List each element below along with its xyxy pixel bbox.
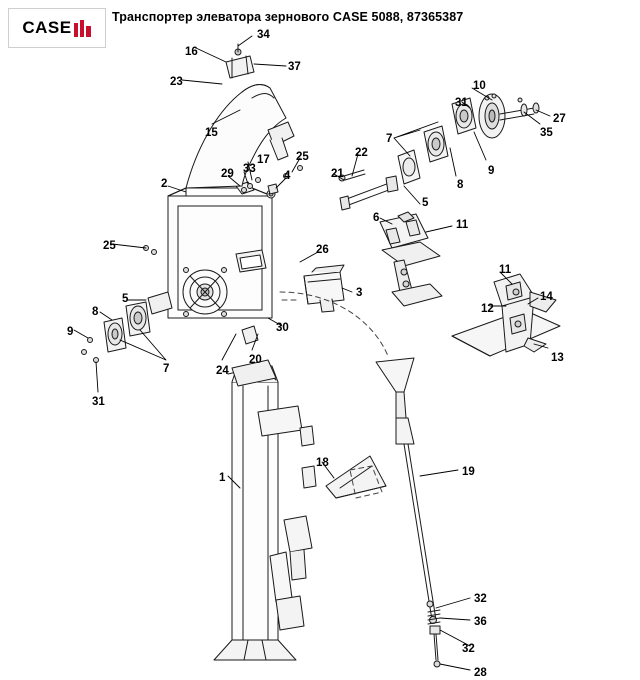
callout-number: 20	[249, 354, 262, 366]
callout-number: 9	[67, 326, 74, 338]
callout-number: 26	[316, 244, 329, 256]
callout-number: 18	[316, 457, 329, 469]
callout-number: 23	[170, 76, 183, 88]
callout-number: 5	[422, 197, 429, 209]
callout-number: 5	[122, 293, 129, 305]
callout-number: 35	[540, 127, 553, 139]
callout-number: 11	[499, 264, 512, 276]
callout-number: 11	[456, 219, 469, 231]
callout-number: 22	[355, 147, 368, 159]
callout-number: 33	[243, 163, 256, 175]
callout-number: 10	[473, 80, 486, 92]
callout-number: 28	[474, 667, 487, 679]
callout-number: 8	[92, 306, 99, 318]
callout-number: 19	[462, 466, 475, 478]
callout-number: 8	[457, 179, 464, 191]
callout-number: 34	[257, 29, 270, 41]
case-logo-text: CASE	[22, 18, 72, 37]
callout-number: 27	[553, 113, 566, 125]
callout-number: 24	[216, 365, 229, 377]
callout-number: 15	[205, 127, 218, 139]
callout-number: 13	[551, 352, 564, 364]
callout-number: 12	[481, 303, 494, 315]
callout-number: 4	[284, 170, 291, 182]
callout-number: 25	[296, 151, 309, 163]
callout-number: 7	[163, 363, 170, 375]
callout-number: 14	[540, 291, 553, 303]
callout-number: 32	[474, 593, 487, 605]
callout-number: 9	[488, 165, 495, 177]
callout-number: 21	[331, 168, 344, 180]
callout-number: 37	[288, 61, 301, 73]
callout-number: 1	[219, 472, 226, 484]
callout-number: 25	[103, 240, 116, 252]
callout-number: 7	[386, 133, 393, 145]
callout-number: 17	[257, 154, 270, 166]
callout-number: 3	[356, 287, 363, 299]
callout-number: 2	[161, 178, 168, 190]
callout-number: 16	[185, 46, 198, 58]
callout-number: 6	[373, 212, 380, 224]
callout-number: 31	[455, 97, 468, 109]
page-title: Транспортер элеватора зернового CASE 5088, 87365387	[112, 10, 464, 24]
callout-number: 29	[221, 168, 234, 180]
callout-number: 31	[92, 396, 105, 408]
callout-number: 30	[276, 322, 289, 334]
callout-number: 36	[474, 616, 487, 628]
callout-number: 32	[462, 643, 475, 655]
